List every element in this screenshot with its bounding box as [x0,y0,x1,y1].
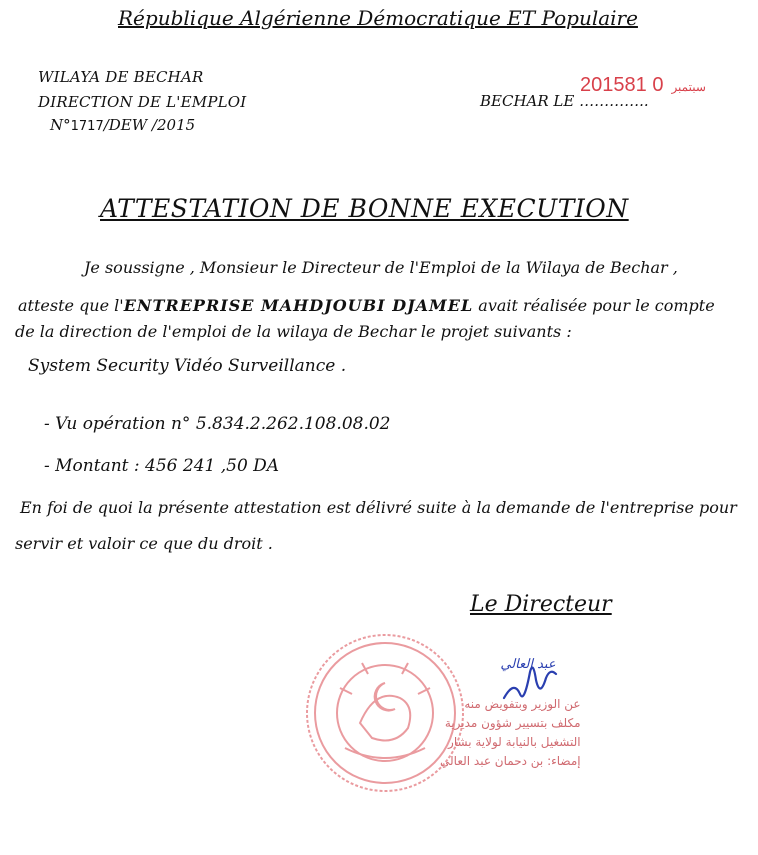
closing-line-2: servir et valoir ce que du droit . [15,534,273,553]
body-line-3: de la direction de l'emploi de la wilaya de Bechar le projet suivants : [15,322,572,341]
stamp-line: التشغيل بالنيابة لولاية بشار [448,735,581,749]
operation-number: - Vu opération n° 5.834.2.262.108.08.02 [44,414,391,434]
signature-stamp-text [440,695,581,771]
stamp-line: عن الوزير وبتفويض منه [464,697,581,711]
date-stamp-year: 2015 [580,74,625,96]
document-title: ATTESTATION DE BONNE EXECUTION [100,194,629,223]
body-line-2 [18,296,715,315]
signatory-title: Le Directeur [470,592,612,617]
body-line-2-end: avait réalisée pour le compte [473,296,715,315]
body-line-1: Je soussigne , Monsieur le Directeur de l'Emploi de la Wilaya de Bechar , [84,258,678,277]
reference-prefix: N° [50,116,71,134]
closing-line-1: En foi de quoi la présente attestation est délivré suite à la demande de l'entreprise pour [20,498,737,517]
direction-line: DIRECTION DE L'EMPLOI [38,93,247,111]
body-line-2-start: atteste que l' [18,296,124,315]
republic-header: République Algérienne Démocratique ET Populaire [118,6,638,30]
wilaya-line: WILAYA DE BECHAR [38,68,204,86]
amount: - Montant : 456 241 ,50 DA [44,456,280,476]
company-name: ENTREPRISE MAHDJOUBI DJAMEL [123,296,474,315]
signature-name: عبد العالي [500,657,556,672]
place-date: BECHAR LE ………….. [480,92,649,110]
project-name: System Security Vidéo Surveillance . [28,356,347,376]
stamp-line: إمضاء: بن دحمان عبد العالي [440,754,581,768]
date-stamp-day: 0 81 [624,74,664,96]
stamp-line: مكلف بتسيير شؤون مديرية [444,716,581,730]
reference-suffix: /DEW /2015 [103,116,196,134]
reference-number [50,116,195,134]
date-stamp-month: سبتمبر [671,80,706,94]
reference-handwritten-number: 1717 [70,119,104,134]
